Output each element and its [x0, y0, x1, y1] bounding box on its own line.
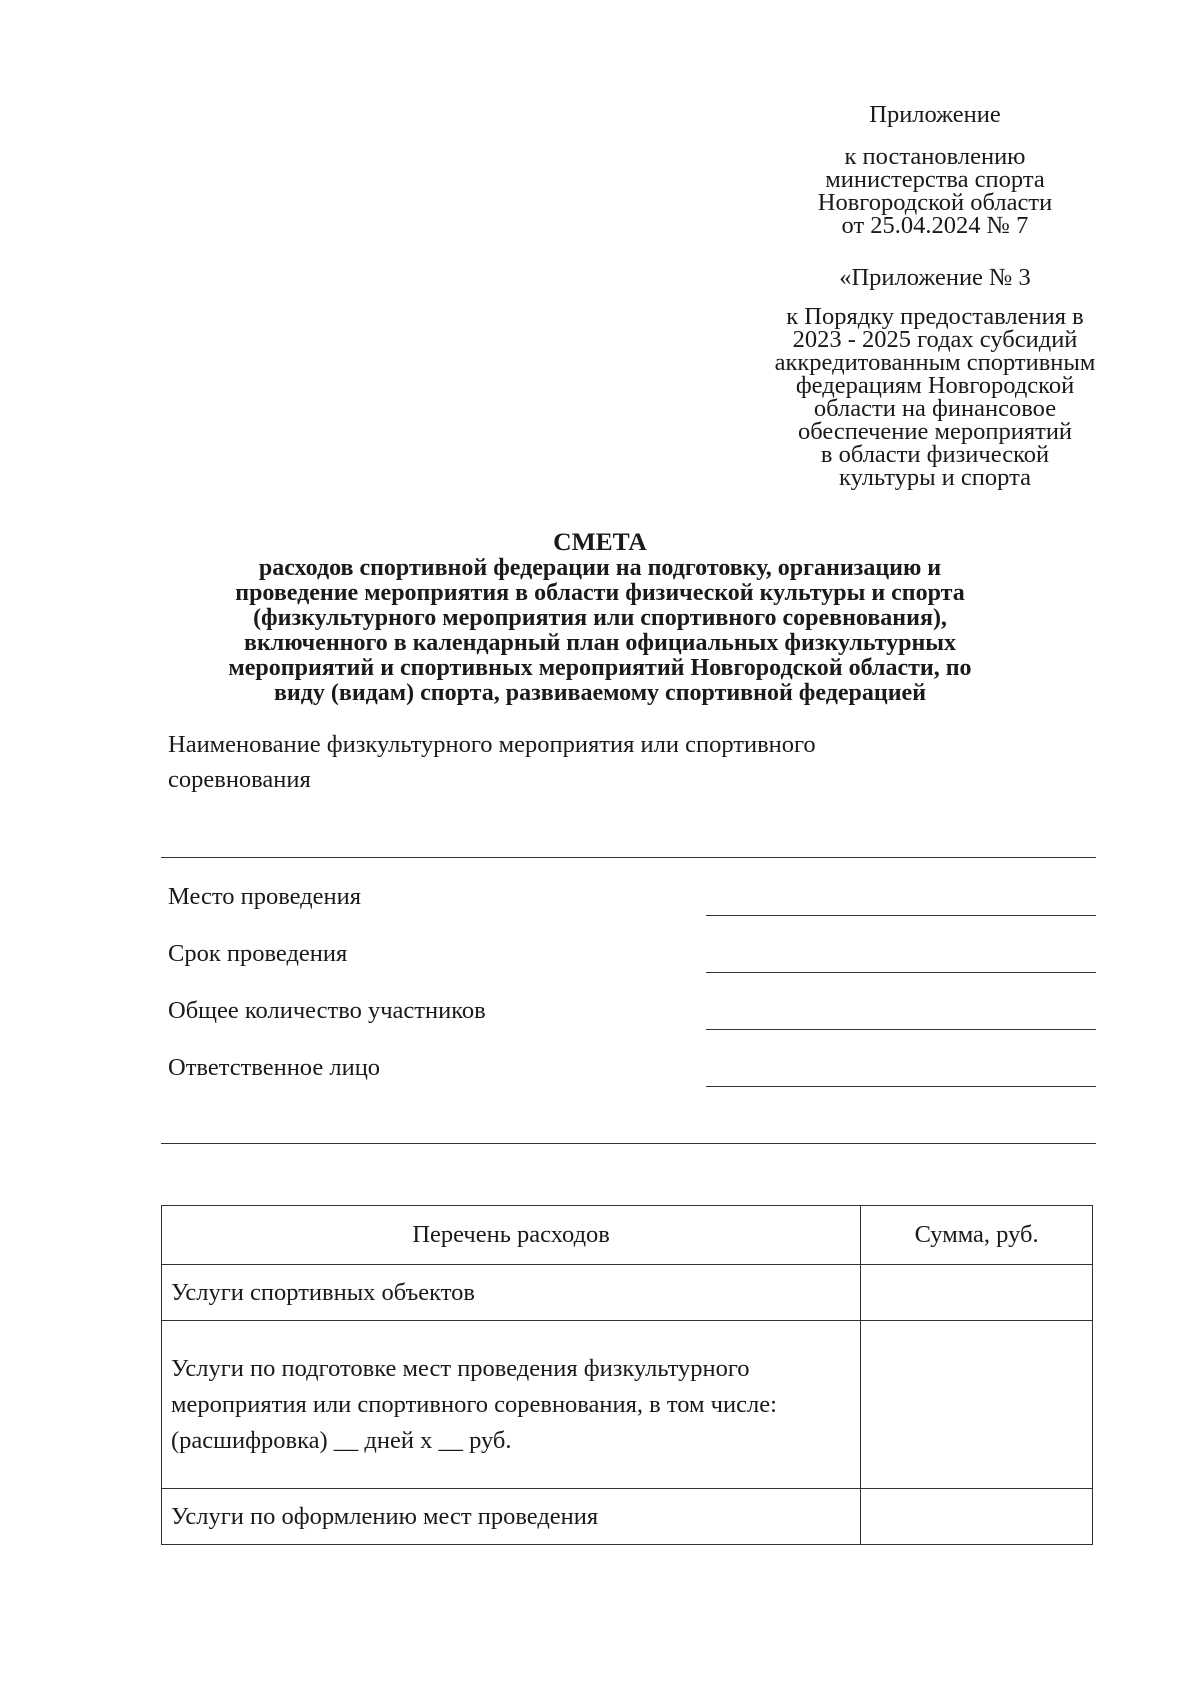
- resolution-line: министерства спорта: [825, 166, 1045, 193]
- term-field-line[interactable]: [706, 972, 1096, 973]
- resolution-line: от 25.04.2024 № 7: [841, 212, 1029, 239]
- term-label: Срок проведения: [168, 940, 348, 967]
- table-row: [162, 1321, 1093, 1489]
- attachment-heading: [735, 103, 1135, 126]
- responsible-label: Ответственное лицо: [168, 1054, 381, 1081]
- responsible-field-line-2[interactable]: [161, 1143, 1096, 1144]
- order-line: федерациям Новгородской: [795, 372, 1075, 399]
- order-line: культуры и спорта: [839, 464, 1031, 491]
- order-line: 2023 - 2025 годах субсидий: [792, 326, 1078, 353]
- order-line: области на финансовое: [813, 395, 1057, 422]
- event-name-label: Наименование физкультурного мероприятия или спортивного: [168, 731, 816, 758]
- order-line: аккредитованным спортивным: [774, 349, 1096, 376]
- table-header-row: [162, 1206, 1093, 1265]
- expense-item: Услуги спортивных объектов: [162, 1265, 861, 1321]
- participants-label: Общее количество участников: [168, 997, 486, 1024]
- place-field-line[interactable]: [706, 915, 1096, 916]
- table-row: [162, 1489, 1093, 1545]
- event-name-field-line[interactable]: [161, 857, 1096, 858]
- responsible-field-line[interactable]: [706, 1086, 1096, 1087]
- place-label: Место проведения: [168, 883, 361, 910]
- title-line: (физкультурного мероприятия или спортивного соревнования),: [253, 605, 947, 631]
- title-line: виду (видам) спорта, развиваемому спортивной федерацией: [273, 680, 927, 706]
- title-main: СМЕТА: [553, 527, 647, 556]
- order-line: в области физической: [820, 441, 1050, 468]
- expense-sum-cell[interactable]: [861, 1489, 1093, 1545]
- participants-field-line[interactable]: [706, 1029, 1096, 1030]
- resolution-line: Новгородской области: [817, 189, 1053, 216]
- order-line: к Порядку предоставления в: [786, 303, 1084, 330]
- header-expense-list: Перечень расходов: [162, 1206, 861, 1265]
- header-sum: Сумма, руб.: [861, 1206, 1093, 1265]
- table-row: [162, 1265, 1093, 1321]
- order-reference: [735, 305, 1135, 489]
- event-name-label-cont: соревнования: [168, 766, 311, 793]
- title-line: мероприятий и спортивных мероприятий Новгородской области, по: [228, 655, 972, 681]
- expense-sum-cell[interactable]: [861, 1321, 1093, 1489]
- expense-item: Услуги по подготовке мест проведения физкультурного мероприятия или спортивного соревнования, в том числе: (расшифровка) __ дней х __ руб.: [162, 1321, 861, 1489]
- resolution-line: к постановлению: [844, 143, 1026, 170]
- attachment-heading-text: Приложение: [869, 101, 1001, 128]
- title-line: включенного в календарный план официальных физкультурных: [243, 630, 957, 656]
- expense-item: Услуги по оформлению мест проведения: [162, 1489, 861, 1545]
- expense-sum-cell[interactable]: [861, 1265, 1093, 1321]
- order-line: обеспечение мероприятий: [797, 418, 1073, 445]
- appendix-heading: [735, 266, 1135, 289]
- appendix-heading-text: «Приложение № 3: [839, 264, 1031, 291]
- document-title: [150, 528, 1050, 706]
- resolution-reference: [735, 145, 1135, 237]
- expenses-table: [161, 1205, 1093, 1545]
- title-line: расходов спортивной федерации на подготовку, организацию и: [258, 555, 942, 581]
- title-line: проведение мероприятия в области физической культуры и спорта: [235, 580, 965, 606]
